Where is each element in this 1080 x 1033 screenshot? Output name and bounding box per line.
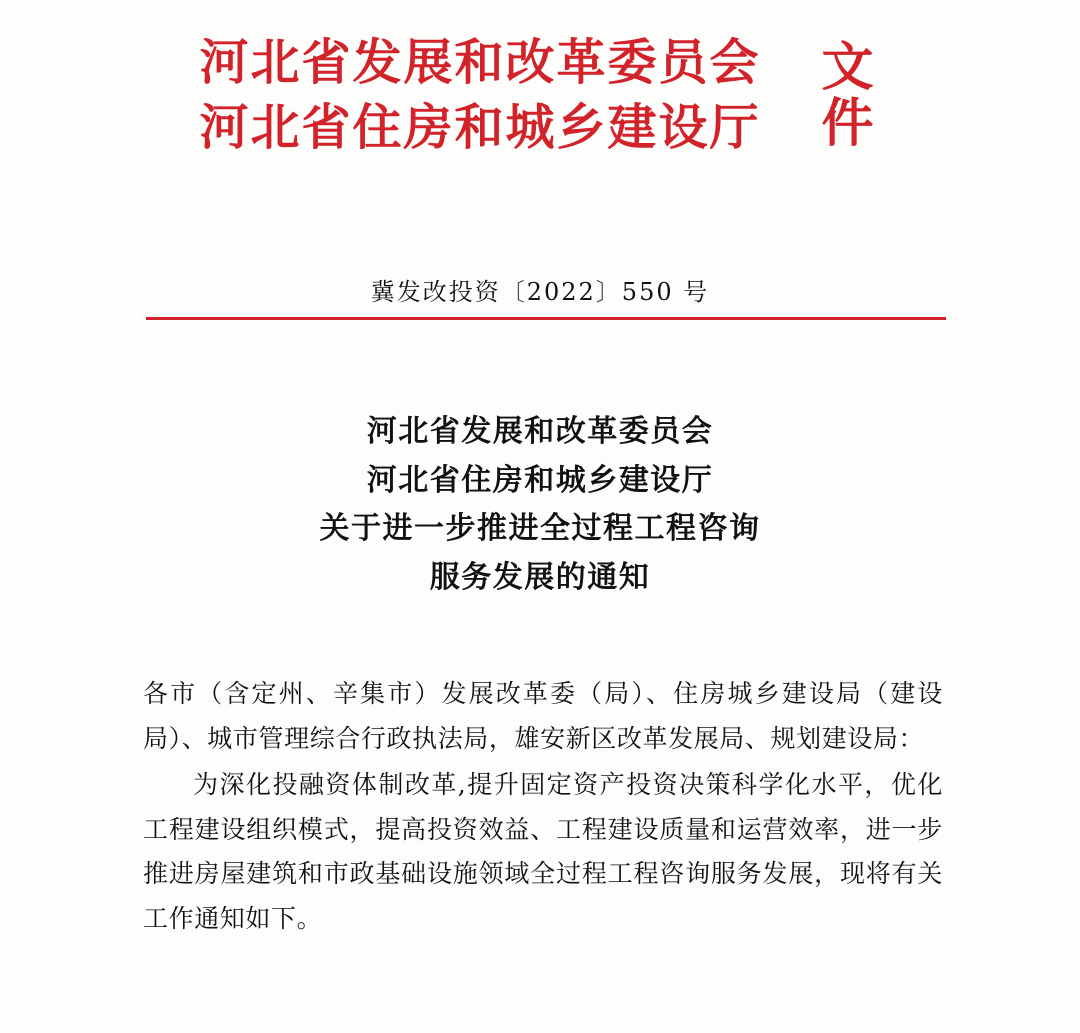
title-line-1: 河北省发展和改革委员会 (366, 414, 714, 449)
masthead-inner (199, 30, 880, 159)
document-title (0, 408, 1080, 602)
title-line-4: 服务发展的通知 (429, 559, 651, 595)
document-number: 冀发改投资〔2022〕550 号 (370, 278, 710, 306)
red-divider-rule (146, 317, 946, 320)
body-addressee: 各市（含定州、辛集市）发展改革委（局）、住房城乡建设局（建设局）、城市管理综合行政执法局，雄安新区改革发展局、规划建设局： (143, 679, 943, 753)
title-line-3: 关于进一步推进全过程工程咨询 (319, 511, 761, 547)
masthead-document-word: 文件 (821, 37, 874, 155)
issuer-line-2: 河北省住房和城乡建设厅 (199, 97, 761, 156)
document-masthead (0, 30, 1080, 159)
body-paragraph-1: 为深化投融资体制改革,提升固定资产投资决策科学化水平，优化工程建设组织模式，提高投资效益、工程建设质量和运营效率，进一步推进房屋建筑和市政基础设施领域全过程工程咨询服务发展，现将有关工作通知如下。 (143, 770, 943, 933)
title-line-2: 河北省住房和城乡建设厅 (366, 462, 714, 498)
document-body (143, 672, 943, 943)
issuer-line-1: 河北省发展和改革委员会 (199, 33, 761, 91)
